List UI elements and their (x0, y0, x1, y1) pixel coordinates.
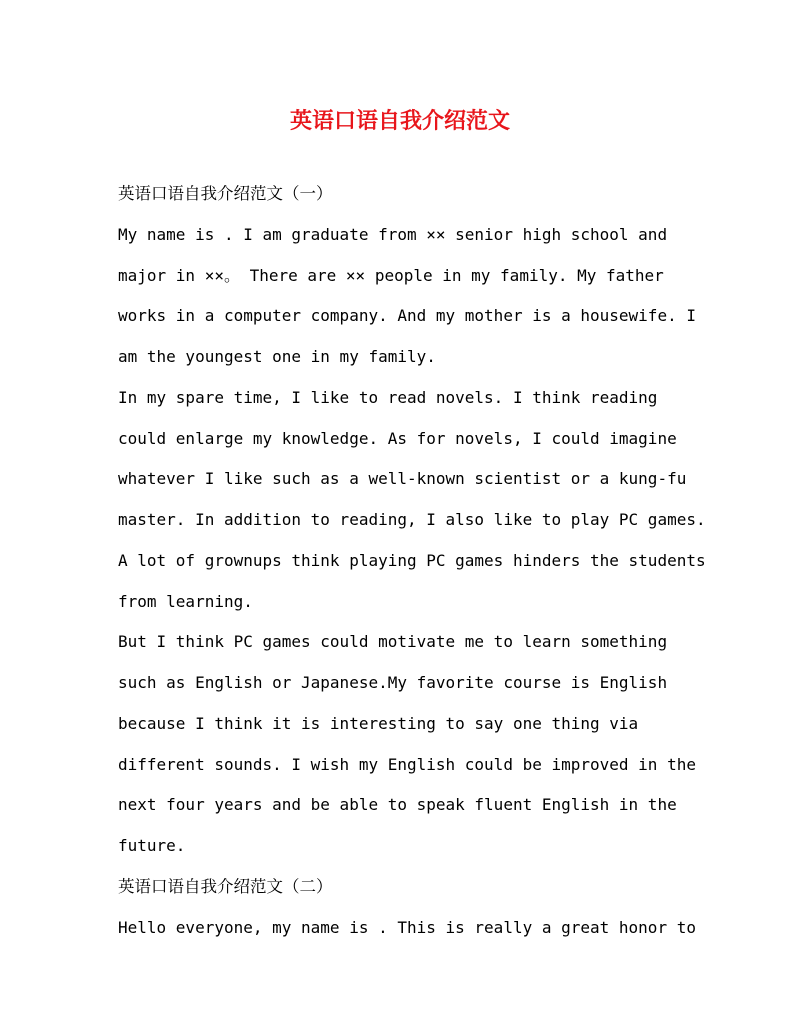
document-title: 英语口语自我介绍范文 (289, 108, 510, 134)
paragraph-line: My name is . I am graduate from ×× senior high school and (118, 224, 668, 244)
paragraph-line: different sounds. I wish my English could be improved in the (118, 754, 696, 774)
paragraph-line: could enlarge my knowledge. As for novels, I could imagine (118, 428, 677, 448)
paragraph-line: major in ××。 There are ×× people in my family. My father (118, 265, 664, 285)
paragraph-line: In my spare time, I like to read novels. I think reading (118, 387, 658, 407)
paragraph-line: Hello everyone, my name is . This is really a great honor to (118, 917, 696, 937)
paragraph-line: from learning. (118, 591, 253, 611)
paragraph-line: whatever I like such as a well-known scientist or a kung-fu (118, 469, 687, 489)
paragraph-line: because I think it is interesting to say one thing via (118, 713, 639, 733)
document-body (118, 174, 706, 948)
paragraph-line: next four years and be able to speak fluent English in the (118, 795, 677, 815)
paragraph-line: future. (118, 836, 186, 855)
paragraph-line: such as English or Japanese.My favorite course is English (118, 673, 668, 692)
paragraph-line: works in a computer company. And my mother is a housewife. I (118, 306, 696, 326)
section-heading-1: 英语口语自我介绍范文（一） (118, 184, 333, 203)
paragraph-line: A lot of grownups think playing PC games hinders the students (118, 550, 706, 570)
paragraph-line: am the youngest one in my family. (118, 347, 436, 366)
paragraph-line: master. In addition to reading, I also like to play PC games. (118, 510, 706, 529)
paragraph-line: But I think PC games could motivate me to learn something (118, 632, 668, 652)
section-heading-2: 英语口语自我介绍范文（二） (118, 876, 333, 896)
